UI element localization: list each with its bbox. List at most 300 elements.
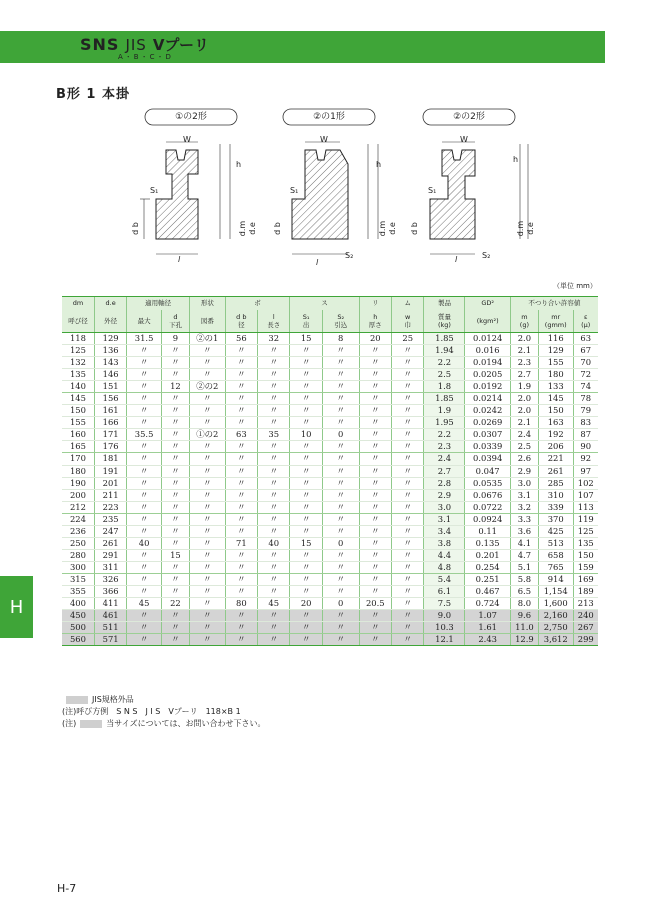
table-cell: 〃 [290, 501, 322, 513]
dim-S1-1: S₁ [150, 186, 159, 195]
table-cell: 〃 [392, 549, 424, 561]
table-cell: 2.43 [465, 634, 510, 646]
table-cell: 〃 [258, 417, 290, 429]
table-cell: 133 [538, 381, 573, 393]
table-cell: 180 [538, 369, 573, 381]
table-cell: 〃 [161, 429, 189, 441]
table-cell: 〃 [290, 610, 322, 622]
dim-db-1: d b [130, 222, 140, 235]
table-cell: 80 [225, 598, 257, 610]
brand-logo [80, 34, 209, 61]
table-cell: 3.6 [510, 525, 538, 537]
table-cell: 113 [573, 501, 598, 513]
note-3-prefix: (注) [62, 719, 77, 728]
table-cell: 180 [62, 465, 94, 477]
dim-db-3: d b [409, 222, 419, 235]
hdr-de: d.e [94, 297, 126, 311]
table-cell: 〃 [189, 561, 225, 573]
table-cell: 72 [573, 369, 598, 381]
table-cell: 〃 [322, 489, 359, 501]
table-cell: 〃 [392, 561, 424, 573]
table-cell: 〃 [225, 513, 257, 525]
table-cell: 311 [94, 561, 126, 573]
table-cell: 〃 [290, 585, 322, 597]
brand-vpulley: Vプーリ [152, 36, 209, 54]
table-cell: 〃 [225, 489, 257, 501]
table-cell: 〃 [161, 585, 189, 597]
table-cell: 〃 [127, 441, 162, 453]
hdr-gd2: GD² [465, 297, 510, 311]
table-cell: 163 [538, 417, 573, 429]
table-cell: 〃 [161, 537, 189, 549]
table-cell: 〃 [258, 634, 290, 646]
table-cell: 〃 [258, 477, 290, 489]
table-cell: 〃 [189, 525, 225, 537]
table-cell: 6.5 [510, 585, 538, 597]
table-cell: 〃 [127, 573, 162, 585]
dim-W-1: W [183, 135, 191, 144]
table-cell: 0.0269 [465, 417, 510, 429]
table-cell: 4.8 [424, 561, 465, 573]
table-cell: 136 [94, 345, 126, 357]
table-cell: 571 [94, 634, 126, 646]
table-row [62, 610, 598, 622]
table-cell: 〃 [127, 417, 162, 429]
table-row [62, 561, 598, 573]
table-cell: 161 [94, 405, 126, 417]
brand-jis: JIS [125, 36, 147, 54]
hdr-product: 製品 [424, 297, 465, 311]
table-cell: 〃 [322, 465, 359, 477]
table-cell: 〃 [161, 417, 189, 429]
table-cell: 〃 [322, 585, 359, 597]
table-cell: 〃 [359, 573, 391, 585]
table-cell: 20 [359, 333, 391, 345]
table-cell: 〃 [392, 477, 424, 489]
table-cell: 〃 [392, 634, 424, 646]
table-cell: 〃 [161, 561, 189, 573]
table-cell: 71 [225, 537, 257, 549]
table-cell: 〃 [322, 525, 359, 537]
table-cell: 〃 [359, 465, 391, 477]
table-cell: 〃 [322, 501, 359, 513]
table-cell: 〃 [359, 513, 391, 525]
table-cell: 2.3 [424, 441, 465, 453]
table-cell: 〃 [225, 549, 257, 561]
table-cell: 〃 [392, 622, 424, 634]
table-cell: 〃 [225, 417, 257, 429]
table-cell: 221 [538, 453, 573, 465]
table-cell: 3.3 [510, 513, 538, 525]
hdr2-col-4: 図番 [189, 310, 225, 333]
table-cell: 〃 [127, 477, 162, 489]
hdr2-col-1: 外径 [94, 310, 126, 333]
table-cell: 〃 [258, 549, 290, 561]
table-row [62, 634, 598, 646]
table-cell: 5.1 [510, 561, 538, 573]
table-cell: 〃 [225, 453, 257, 465]
table-cell: 2.5 [510, 441, 538, 453]
table-cell: 〃 [290, 513, 322, 525]
table-cell: 〃 [127, 357, 162, 369]
table-row [62, 357, 598, 369]
table-cell: 370 [538, 513, 573, 525]
table-cell: 0.0339 [465, 441, 510, 453]
hdr-unbalance: 不つり合い許容値 [510, 297, 598, 311]
table-cell: 〃 [322, 357, 359, 369]
table-cell: 〃 [392, 573, 424, 585]
table-cell: 189 [573, 585, 598, 597]
table-cell: 165 [62, 441, 94, 453]
table-cell: 〃 [127, 405, 162, 417]
table-cell: 1,154 [538, 585, 573, 597]
table-cell: 〃 [225, 622, 257, 634]
table-cell: 〃 [322, 477, 359, 489]
table-cell: 〃 [290, 561, 322, 573]
table-cell: 〃 [322, 610, 359, 622]
table-cell: 12 [161, 381, 189, 393]
table-cell: 〃 [392, 345, 424, 357]
table-cell: 235 [94, 513, 126, 525]
table-cell: 125 [573, 525, 598, 537]
hdr-boss-b: ス [290, 297, 359, 311]
table-cell: 〃 [322, 561, 359, 573]
table-cell: 〃 [359, 634, 391, 646]
hdr2-col-15: ε (μ) [573, 310, 598, 333]
table-cell: 97 [573, 465, 598, 477]
table-row [62, 477, 598, 489]
table-cell: 261 [94, 537, 126, 549]
table-cell: 1.9 [424, 405, 465, 417]
table-cell: 〃 [258, 441, 290, 453]
table-cell: 450 [62, 610, 94, 622]
table-cell: 0.0124 [465, 333, 510, 345]
table-cell: 〃 [127, 585, 162, 597]
table-cell: 0.0924 [465, 513, 510, 525]
table-cell: 3.8 [424, 537, 465, 549]
table-cell: 3.4 [424, 525, 465, 537]
table-cell: 0.0676 [465, 489, 510, 501]
table-cell: 2.0 [510, 393, 538, 405]
table-cell: 〃 [290, 369, 322, 381]
table-cell: 2.4 [510, 429, 538, 441]
table-cell: 261 [538, 465, 573, 477]
table-cell: 15 [290, 333, 322, 345]
table-cell: 155 [62, 417, 94, 429]
table-cell: 〃 [359, 622, 391, 634]
table-cell: 〃 [225, 525, 257, 537]
hdr2-col-0: 呼び径 [62, 310, 94, 333]
table-cell: 0.0192 [465, 381, 510, 393]
table-cell: 〃 [161, 610, 189, 622]
table-cell: 2,750 [538, 622, 573, 634]
table-cell: 〃 [189, 585, 225, 597]
table-cell: 〃 [290, 525, 322, 537]
table-cell: 〃 [161, 441, 189, 453]
table-cell: 〃 [322, 549, 359, 561]
table-cell: 155 [538, 357, 573, 369]
dim-S1-2: S₁ [290, 186, 299, 195]
table-cell: 〃 [189, 489, 225, 501]
table-cell: 〃 [258, 357, 290, 369]
table-cell: 500 [62, 622, 94, 634]
table-cell: 2.2 [424, 429, 465, 441]
table-cell: 1.95 [424, 417, 465, 429]
table-cell: 9.6 [510, 610, 538, 622]
table-cell: 140 [62, 381, 94, 393]
table-cell: ①の2 [189, 429, 225, 441]
table-cell: 〃 [189, 537, 225, 549]
table-cell: 〃 [189, 549, 225, 561]
hdr2-col-9: h 厚さ [359, 310, 391, 333]
table-cell: 70 [573, 357, 598, 369]
table-row [62, 453, 598, 465]
table-cell: 411 [94, 598, 126, 610]
table-cell: 291 [94, 549, 126, 561]
table-cell: 〃 [359, 417, 391, 429]
table-cell: 213 [573, 598, 598, 610]
table-cell: 223 [94, 501, 126, 513]
table-row [62, 333, 598, 345]
table-cell: 1.07 [465, 610, 510, 622]
table-cell: 〃 [225, 585, 257, 597]
table-cell: 135 [573, 537, 598, 549]
table-cell: 〃 [258, 561, 290, 573]
dim-l-1: l [178, 255, 181, 264]
table-cell: 0.135 [465, 537, 510, 549]
table-cell: 22 [161, 598, 189, 610]
table-cell: 〃 [258, 465, 290, 477]
table-cell: 〃 [225, 381, 257, 393]
table-cell: 〃 [225, 561, 257, 573]
table-cell: 2.9 [510, 465, 538, 477]
table-cell: 〃 [225, 610, 257, 622]
table-row [62, 513, 598, 525]
table-cell: 〃 [189, 453, 225, 465]
table-cell: 2.4 [424, 453, 465, 465]
dim-S2-2: S₂ [345, 251, 354, 260]
table-cell: 0.0205 [465, 369, 510, 381]
table-cell: 〃 [127, 513, 162, 525]
table-cell: 212 [62, 501, 94, 513]
table-cell: 〃 [127, 610, 162, 622]
table-cell: 〃 [258, 369, 290, 381]
table-cell: 〃 [359, 357, 391, 369]
hdr2-col-5: d b 径 [225, 310, 257, 333]
table-cell: 〃 [392, 465, 424, 477]
table-cell: 35.5 [127, 429, 162, 441]
table-cell: 〃 [161, 453, 189, 465]
table-cell: 40 [127, 537, 162, 549]
table-cell: 2.8 [424, 477, 465, 489]
table-cell: 2.0 [510, 333, 538, 345]
diagram-label-1-text: ①の2形 [175, 112, 207, 122]
table-row [62, 598, 598, 610]
table-cell: 299 [573, 634, 598, 646]
table-cell: 169 [573, 573, 598, 585]
table-cell: 0.0722 [465, 501, 510, 513]
table-cell: 〃 [290, 489, 322, 501]
table-cell: 236 [62, 525, 94, 537]
table-cell: 15 [161, 549, 189, 561]
table-cell: 513 [538, 537, 573, 549]
brand-sns: SNS [80, 35, 120, 54]
table-cell: 79 [573, 405, 598, 417]
table-cell: 250 [62, 537, 94, 549]
table-cell: 3.0 [510, 477, 538, 489]
table-cell: 3.1 [510, 489, 538, 501]
table-cell: 〃 [225, 501, 257, 513]
table-cell: 〃 [189, 345, 225, 357]
table-cell: 143 [94, 357, 126, 369]
table-cell: 〃 [189, 598, 225, 610]
diagram-label-2-text: ②の1形 [313, 112, 345, 122]
table-cell: 7.5 [424, 598, 465, 610]
table-cell: 〃 [161, 369, 189, 381]
dim-S1-3: S₁ [428, 186, 437, 195]
table-cell: 0.0242 [465, 405, 510, 417]
table-cell: 〃 [359, 453, 391, 465]
dim-de-2: d.e [387, 222, 397, 235]
spec-table [62, 296, 598, 646]
table-cell: 2.7 [510, 369, 538, 381]
table-cell: 63 [225, 429, 257, 441]
table-cell: 2.6 [510, 453, 538, 465]
table-cell: 2.2 [424, 357, 465, 369]
table-cell: 201 [94, 477, 126, 489]
table-row [62, 489, 598, 501]
table-cell: 〃 [189, 441, 225, 453]
table-cell: 1,600 [538, 598, 573, 610]
table-cell: 〃 [392, 417, 424, 429]
table-cell: 〃 [189, 477, 225, 489]
table-cell: 0.254 [465, 561, 510, 573]
table-row [62, 405, 598, 417]
table-cell: 1.85 [424, 393, 465, 405]
dim-l-2: l [316, 258, 319, 267]
table-cell: 315 [62, 573, 94, 585]
dim-dm-3: d.m [516, 220, 526, 237]
table-cell: 〃 [392, 393, 424, 405]
section-tab[interactable]: H [0, 576, 33, 638]
table-cell: 〃 [359, 441, 391, 453]
table-cell: 〃 [359, 477, 391, 489]
table-cell: 〃 [161, 405, 189, 417]
table-cell: 〃 [161, 634, 189, 646]
table-cell: 0.11 [465, 525, 510, 537]
table-cell: 63 [573, 333, 598, 345]
table-cell: 3.1 [424, 513, 465, 525]
table-cell: 0 [322, 598, 359, 610]
table-cell: 0.016 [465, 345, 510, 357]
table-cell: 〃 [189, 501, 225, 513]
table-cell: 〃 [189, 357, 225, 369]
table-cell: 〃 [392, 598, 424, 610]
table-cell: 〃 [225, 405, 257, 417]
table-cell: 〃 [258, 622, 290, 634]
table-cell: 〃 [392, 537, 424, 549]
table-cell: 8.0 [510, 598, 538, 610]
table-cell: 〃 [392, 610, 424, 622]
diagram-1 [140, 142, 230, 254]
table-cell: 〃 [392, 525, 424, 537]
dim-h-1: h [236, 160, 242, 169]
table-row [62, 585, 598, 597]
table-cell: 〃 [161, 573, 189, 585]
table-cell: 1.85 [424, 333, 465, 345]
table-cell: 〃 [290, 357, 322, 369]
table-cell: 56 [225, 333, 257, 345]
dim-W-2: W [320, 135, 328, 144]
table-cell: 285 [538, 477, 573, 489]
table-cell: 10 [290, 429, 322, 441]
table-cell: 132 [62, 357, 94, 369]
table-cell: 0.251 [465, 573, 510, 585]
table-cell: 2.1 [510, 417, 538, 429]
table-cell: 〃 [127, 489, 162, 501]
table-cell: 〃 [359, 610, 391, 622]
dim-dm-2: d.m [378, 220, 388, 237]
table-cell: 〃 [290, 393, 322, 405]
table-cell: 67 [573, 345, 598, 357]
table-cell: 0.0394 [465, 453, 510, 465]
table-cell: 〃 [258, 573, 290, 585]
table-cell: 224 [62, 513, 94, 525]
table-cell: 〃 [258, 525, 290, 537]
table-row [62, 345, 598, 357]
table-cell: 〃 [258, 585, 290, 597]
table-cell: 3.0 [424, 501, 465, 513]
table-cell: 〃 [225, 369, 257, 381]
table-cell: 〃 [392, 369, 424, 381]
table-cell: ②の2 [189, 381, 225, 393]
table-cell: 1.8 [424, 381, 465, 393]
table-cell: 〃 [359, 501, 391, 513]
table-cell: 5.8 [510, 573, 538, 585]
table-cell: 658 [538, 549, 573, 561]
table-cell: 400 [62, 598, 94, 610]
table-cell: 〃 [225, 477, 257, 489]
table-cell: 0.467 [465, 585, 510, 597]
table-cell: 〃 [161, 393, 189, 405]
table-cell: 156 [94, 393, 126, 405]
table-row [62, 573, 598, 585]
table-cell: 0.047 [465, 465, 510, 477]
table-cell: 511 [94, 622, 126, 634]
table-cell: 240 [573, 610, 598, 622]
dim-de-1: d.e [247, 222, 257, 235]
table-cell: 366 [94, 585, 126, 597]
table-cell: 〃 [161, 465, 189, 477]
table-cell: 78 [573, 393, 598, 405]
table-cell: 〃 [127, 501, 162, 513]
dim-l-3: l [455, 255, 458, 264]
table-cell: 8 [322, 333, 359, 345]
table-cell: 170 [62, 453, 94, 465]
table-cell: 〃 [258, 453, 290, 465]
table-cell: 125 [62, 345, 94, 357]
table-cell: 145 [538, 393, 573, 405]
table-cell: 〃 [127, 634, 162, 646]
table-cell: 90 [573, 441, 598, 453]
hdr2-col-3: d 下孔 [161, 310, 189, 333]
table-cell: 〃 [359, 345, 391, 357]
table-cell: 92 [573, 453, 598, 465]
table-cell: 〃 [127, 525, 162, 537]
table-row [62, 369, 598, 381]
table-cell: 〃 [258, 501, 290, 513]
table-cell: 〃 [189, 622, 225, 634]
